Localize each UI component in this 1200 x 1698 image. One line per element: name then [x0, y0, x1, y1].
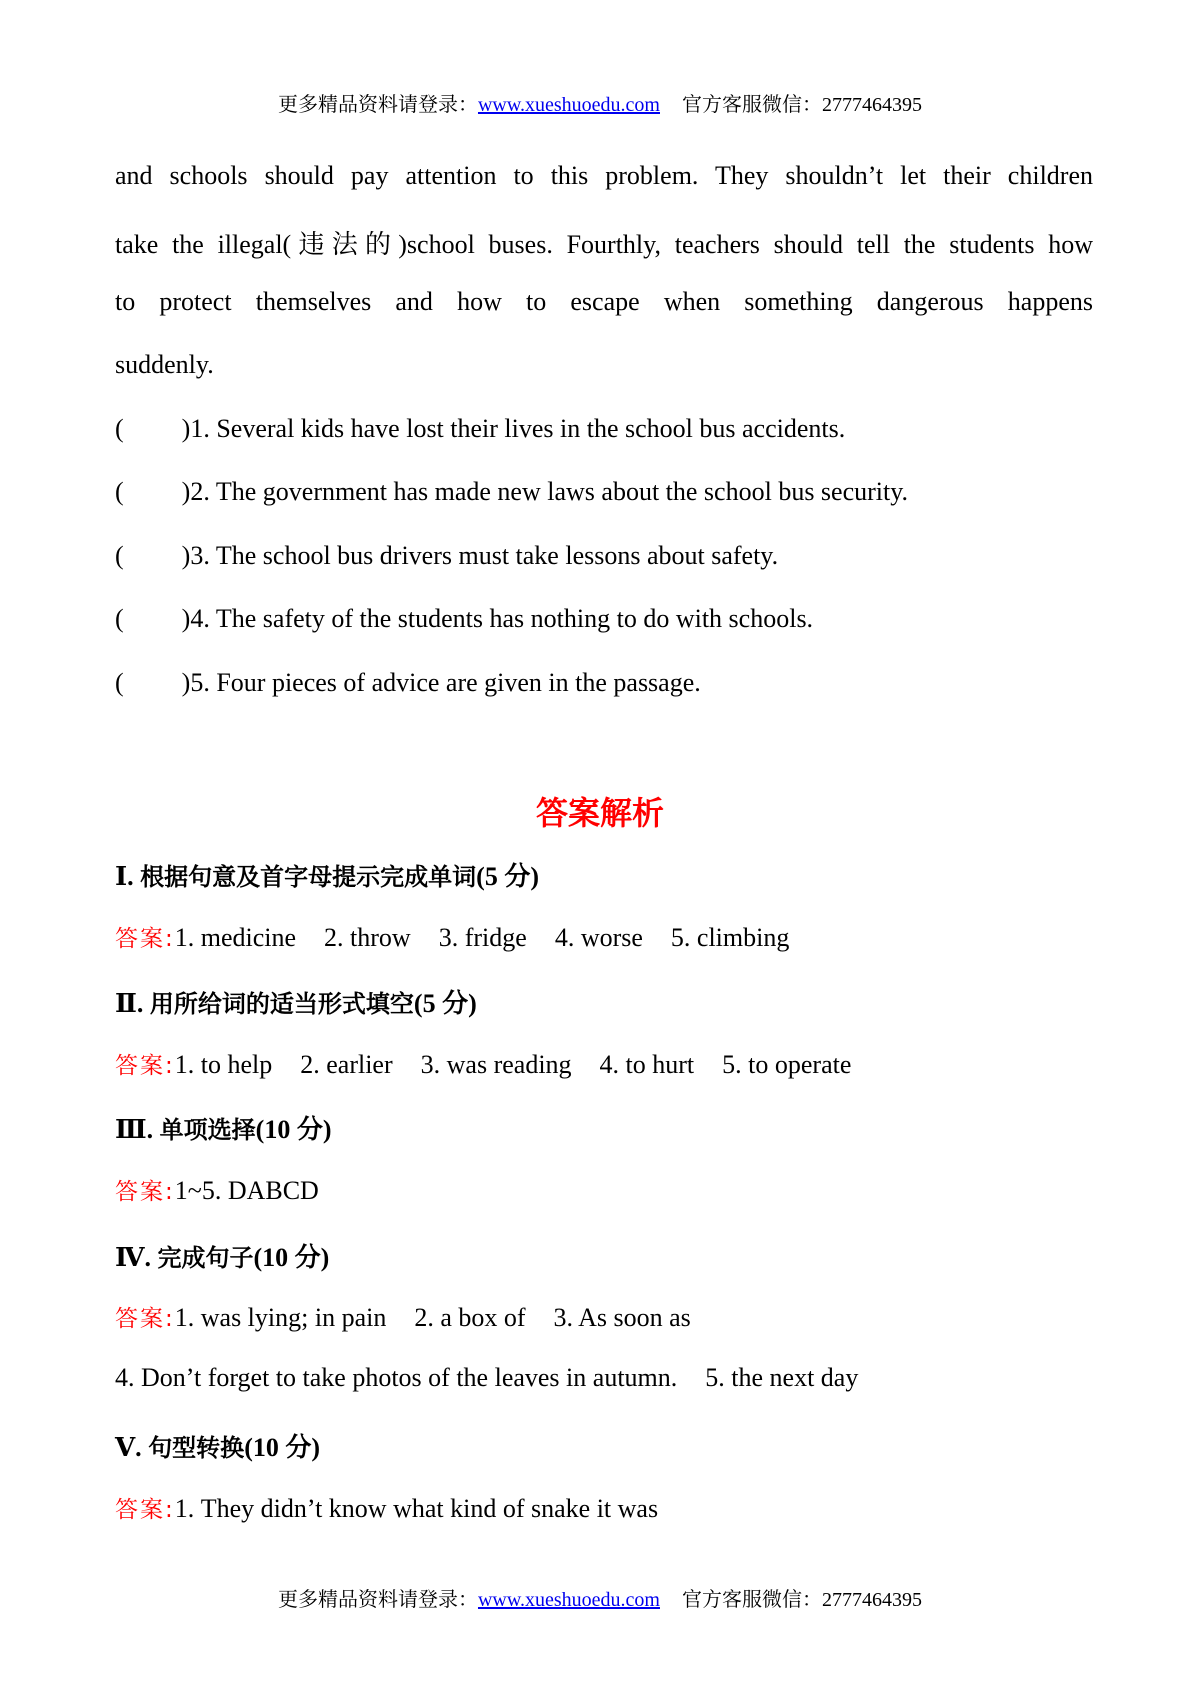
question-item: ( )5. Four pieces of advice are given in the passage. [115, 668, 701, 697]
question-item: ( )1. Several kids have lost their lives in the school bus accidents. [115, 414, 846, 443]
page-header [0, 88, 1200, 117]
footer-link[interactable]: www.xueshuoedu.com [477, 1589, 660, 1611]
question-text: )3. The school bus drivers must take lessons about safety. [181, 541, 779, 570]
answer-label: 答案: [115, 1497, 175, 1523]
passage-line: to protect themselves and how to escape when something dangerous happens [115, 287, 1093, 316]
question-text: )4. The safety of the students has nothing to do with schools. [181, 604, 814, 633]
question-item: ( )3. The school bus drivers must take lessons about safety. [115, 541, 779, 570]
answer-line: 答案:1. They didn’t know what kind of snake it was [115, 1494, 659, 1523]
passage-line: and schools should pay attention to this problem. They shouldn’t let their children [115, 161, 1093, 190]
question-text: )5. Four pieces of advice are given in the passage. [181, 668, 701, 697]
section-heading: Ⅴ. 句型转换(10 分) [115, 1433, 321, 1462]
section-heading: Ⅳ. 完成句子(10 分) [115, 1243, 330, 1272]
answer-label: 答案: [115, 926, 175, 952]
footer-wechat: 官方客服微信：2777464395 [682, 1589, 922, 1611]
answer-label: 答案: [115, 1179, 175, 1205]
header-prefix: 更多精品资料请登录： [277, 94, 478, 116]
answer-title: 答案解析 [535, 794, 664, 832]
question-text: )1. Several kids have lost their lives in the school bus accidents. [181, 414, 846, 443]
page-footer [0, 1583, 1200, 1612]
question-text: )2. The government has made new laws about the school bus security. [181, 477, 909, 506]
answer-line: 答案:1. was lying; in pain 2. a box of 3. As soon as [115, 1303, 691, 1332]
answer-line: 4. Don’t forget to take photos of the leaves in autumn. 5. the next day [115, 1363, 859, 1392]
answer-line: 答案:1. medicine 2. throw 3. fridge 4. worse 5. climbing [115, 923, 790, 952]
section-heading: Ⅰ. 根据句意及首字母提示完成单词(5 分) [115, 862, 539, 891]
answer-label: 答案: [115, 1053, 175, 1079]
passage-line: take the illegal(违法的)school buses. Fourthly, teachers should tell the students how [115, 230, 1093, 259]
section-heading: Ⅱ. 用所给词的适当形式填空(5 分) [115, 989, 477, 1018]
answer-line: 答案:1~5. DABCD [115, 1176, 319, 1205]
passage-line: suddenly. [115, 350, 214, 379]
question-item: ( )4. The safety of the students has nothing to do with schools. [115, 604, 814, 633]
section-heading: Ⅲ. 单项选择(10 分) [115, 1115, 332, 1144]
answer-label: 答案: [115, 1306, 175, 1332]
footer-prefix: 更多精品资料请登录： [277, 1589, 478, 1611]
answer-line: 答案:1. to help 2. earlier 3. was reading 4. to hurt 5. to operate [115, 1050, 852, 1079]
header-link[interactable]: www.xueshuoedu.com [477, 94, 660, 116]
header-wechat: 官方客服微信：2777464395 [682, 94, 922, 116]
question-item: ( )2. The government has made new laws about the school bus security. [115, 477, 909, 506]
